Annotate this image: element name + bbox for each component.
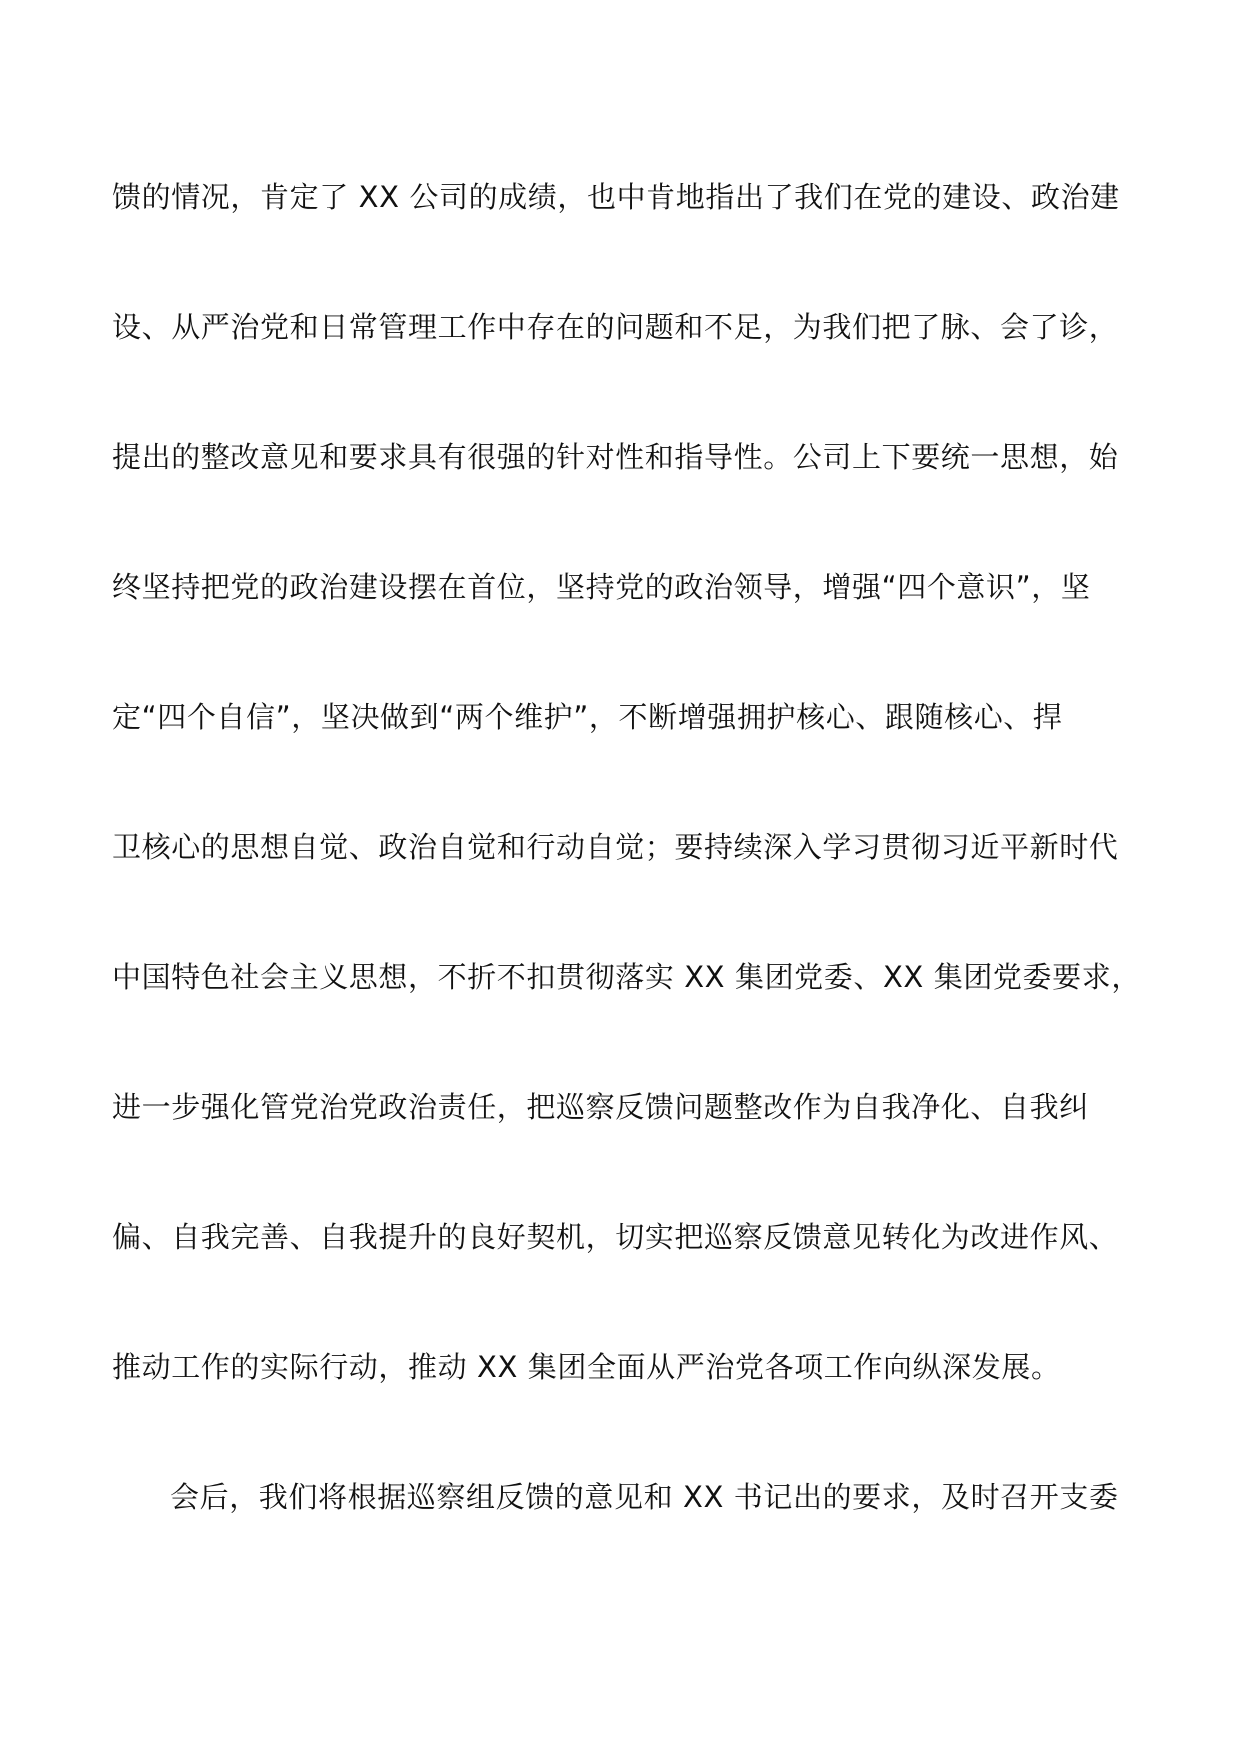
text-line: 终坚持把党的政治建设摆在首位，坚持党的政治领导，增强“四个意识”，坚 bbox=[112, 570, 1091, 604]
text-line: 推动工作的实际行动，推动 XX 集团全面从严治党各项工作向纵深发展。 bbox=[112, 1350, 1061, 1384]
text-line: 设、从严治党和日常管理工作中存在的问题和不足，为我们把了脉、会了诊， bbox=[112, 310, 1119, 344]
text-line: 馈的情况，肯定了 XX 公司的成绩，也中肯地指出了我们在党的建设、政治建 bbox=[112, 180, 1120, 214]
text-line: 定“四个自信”，坚决做到“两个维护”，不断增强拥护核心、跟随核心、捍 bbox=[112, 700, 1063, 734]
paragraph-start-line: 会后，我们将根据巡察组反馈的意见和 XX 书记出的要求，及时召开支委 bbox=[170, 1480, 1119, 1514]
text-line: 卫核心的思想自觉、政治自觉和行动自觉；要持续深入学习贯彻习近平新时代 bbox=[112, 830, 1119, 864]
body-text bbox=[112, 167, 1141, 1597]
text-line: 进一步强化管党治党政治责任，把巡察反馈问题整改作为自我净化、自我纠 bbox=[112, 1090, 1089, 1124]
text-line: 偏、自我完善、自我提升的良好契机，切实把巡察反馈意见转化为改进作风、 bbox=[112, 1220, 1119, 1254]
text-line: 中国特色社会主义思想，不折不扣贯彻落实 XX 集团党委、XX 集团党委要求， bbox=[112, 960, 1141, 994]
text-line: 提出的整改意见和要求具有很强的针对性和指导性。公司上下要统一思想，始 bbox=[112, 440, 1119, 474]
